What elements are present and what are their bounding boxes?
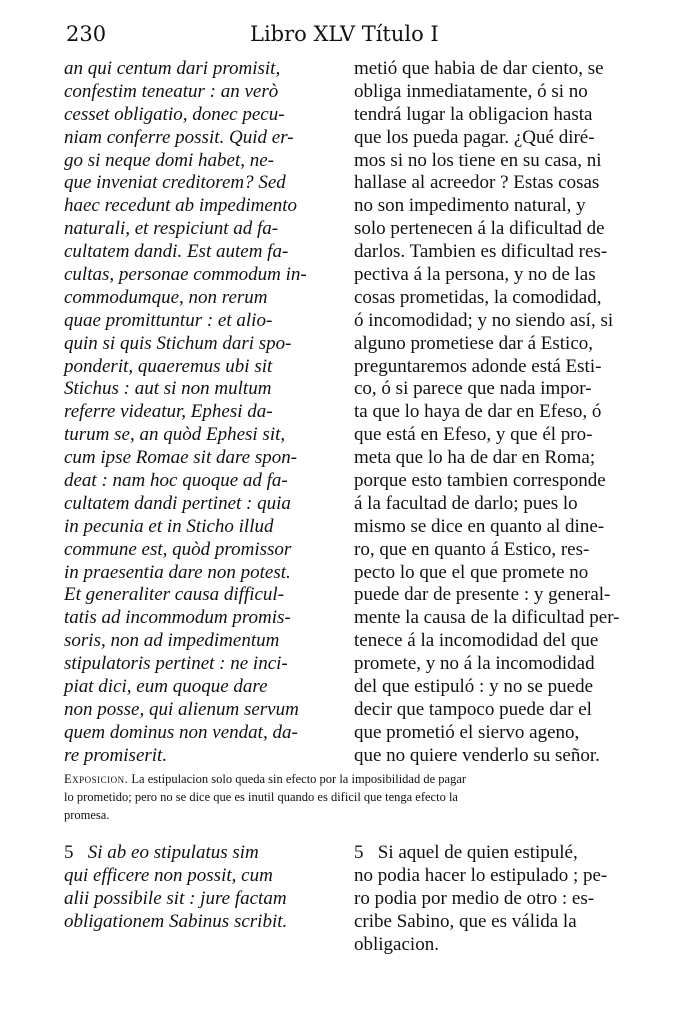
note-line xyxy=(64,770,619,788)
spanish-line: tenece á la incomodidad del que xyxy=(354,630,599,652)
spanish-line: que los pueda pagar. ¿Qué diré- xyxy=(354,126,595,148)
paragraph-number: 5 xyxy=(64,842,74,863)
page-number: 230 xyxy=(66,22,107,46)
latin-line: niam conferre possit. Quid er- xyxy=(64,126,294,148)
spanish-line: que prometió el siervo ageno, xyxy=(354,721,580,743)
spanish-line: promete, y no á la incomodidad xyxy=(354,653,595,675)
spanish-line: á la facultad de darlo; pues lo xyxy=(354,492,578,514)
latin-line: cultatem dandi. Est autem fa- xyxy=(64,241,289,263)
spanish-line: cosas prometidas, la comodidad, xyxy=(354,286,602,308)
spanish-line: ta que lo haya de dar en Efeso, ó xyxy=(354,401,602,423)
latin-line: que inveniat creditorem? Sed xyxy=(64,172,286,194)
latin-line: cesset obligatio, donec pecu- xyxy=(64,103,285,125)
note-line: promesa. xyxy=(64,808,110,822)
latin-line: soris, non ad impedimentum xyxy=(64,630,280,652)
exposition-note xyxy=(64,770,619,824)
spanish-line: ro, que en quanto á Estico, res- xyxy=(354,538,590,560)
spanish-line: ó incomodidad; y no siendo así, si xyxy=(354,309,614,331)
latin-line: quin si quis Stichum dari spo- xyxy=(64,332,292,354)
latin-line: re promiserit. xyxy=(64,744,168,766)
section-5-latin xyxy=(64,842,336,934)
latin-line: referre videatur, Ephesi da- xyxy=(64,401,273,423)
spanish-line: solo pertenecen á la dificultad de xyxy=(354,218,605,240)
latin-line-text: Si ab eo stipulatus sim xyxy=(87,842,259,863)
section-5-spanish-line: cribe Sabino, que es válida la xyxy=(354,910,577,932)
latin-line: tatis ad incommodum promis- xyxy=(64,607,291,629)
spanish-line: porque esto tambien corresponde xyxy=(354,470,606,492)
spanish-line: metió que habia de dar ciento, se xyxy=(354,58,604,79)
section-5-spanish xyxy=(354,842,620,956)
spanish-line: puede dar de presente : y general- xyxy=(354,584,611,606)
spanish-line: mismo se dice en quanto al dine- xyxy=(354,515,605,537)
latin-line: cultas, personae commodum in- xyxy=(64,264,307,286)
spanish-line: tendrá lugar la obligacion hasta xyxy=(354,103,593,125)
spanish-line: co, ó si parece que nada impor- xyxy=(354,378,592,400)
spanish-line: obliga inmediatamente, ó si no xyxy=(354,80,588,102)
spanish-line-text: Si aquel de quien estipulé, xyxy=(377,842,578,863)
latin-line: quem dominus non vendat, da- xyxy=(64,721,298,743)
latin-line: piat dici, eum quoque dare xyxy=(64,676,268,698)
spanish-line: pectiva á la persona, y no de las xyxy=(354,264,596,286)
latin-column xyxy=(64,58,336,768)
latin-line: Stichus : aut si non multum xyxy=(64,378,272,400)
section-5-spanish-line: no podia hacer lo estipulado ; pe- xyxy=(354,864,608,886)
latin-line: in pecunia et in Sticho illud xyxy=(64,515,274,537)
paragraph-number: 5 xyxy=(354,842,364,863)
note-line: lo prometido; pero no se dice que es inutil quando es dificil que tenga efecto la xyxy=(64,790,458,804)
latin-line: non posse, qui alienum servum xyxy=(64,698,299,720)
spanish-line: mos si no los tiene en su casa, ni xyxy=(354,149,602,171)
latin-line: commune est, quòd promissor xyxy=(64,538,292,560)
spanish-line: hallase al acreedor ? Estas cosas xyxy=(354,172,600,194)
section-5-latin-line: qui efficere non possit, cum xyxy=(64,864,273,886)
latin-line: deat : nam hoc quoque ad fa- xyxy=(64,470,288,492)
page-header xyxy=(0,18,682,48)
latin-line: ponderit, quaeremus ubi sit xyxy=(64,355,273,377)
latin-line: haec recedunt ab impedimento xyxy=(64,195,298,217)
section-5-latin-line: alii possibile sit : jure factam xyxy=(64,887,287,909)
spanish-line: que está en Efeso, y que él pro- xyxy=(354,424,593,446)
section-5-spanish-line: ro podia por medio de otro : es- xyxy=(354,887,595,909)
spanish-line: darlos. Tambien es dificultad res- xyxy=(354,241,608,263)
note-text: La estipulacion solo queda sin efecto por la imposibilidad de pagar xyxy=(128,772,467,786)
spanish-line: preguntaremos adonde está Esti- xyxy=(354,355,602,377)
spanish-line: del que estipuló : y no se puede xyxy=(354,676,594,698)
spanish-column xyxy=(354,58,620,768)
latin-line: naturali, et respiciunt ad fa- xyxy=(64,218,279,240)
spanish-line: decir que tampoco puede dar el xyxy=(354,698,592,720)
latin-line: turum se, an quòd Ephesi sit, xyxy=(64,424,286,446)
latin-line: quae promittuntur : et alio- xyxy=(64,309,273,331)
latin-line: Et generaliter causa difficul- xyxy=(64,584,285,606)
spanish-line: meta que lo ha de dar en Roma; xyxy=(354,447,596,469)
running-title: Libro XLV Título I xyxy=(250,22,439,46)
section-5-latin-line xyxy=(64,842,336,865)
spanish-line: mente la causa de la dificultad per- xyxy=(354,607,620,629)
latin-line: confestim teneatur : an verò xyxy=(64,80,279,102)
note-label: Exposicion. xyxy=(64,772,129,786)
latin-line: stipulatoris pertinet : ne inci- xyxy=(64,653,288,675)
section-5-spanish-line xyxy=(354,842,620,865)
spanish-line: no son impedimento natural, y xyxy=(354,195,586,217)
latin-line: cultatem dandi pertinet : quia xyxy=(64,492,291,514)
section-5-latin-line: obligationem Sabinus scribit. xyxy=(64,910,288,932)
latin-line: commodumque, non rerum xyxy=(64,286,268,308)
spanish-line: que no quiere venderlo su señor. xyxy=(354,744,600,766)
latin-line: go si neque domi habet, ne- xyxy=(64,149,275,171)
latin-line: cum ipse Romae sit dare spon- xyxy=(64,447,298,469)
latin-line: in praesentia dare non potest. xyxy=(64,561,291,583)
section-5-spanish-line: obligacion. xyxy=(354,933,439,955)
spanish-line: alguno prometiese dar á Estico, xyxy=(354,332,594,354)
spanish-line: pecto lo que el que promete no xyxy=(354,561,589,583)
latin-line: an qui centum dari promisit, xyxy=(64,58,281,79)
